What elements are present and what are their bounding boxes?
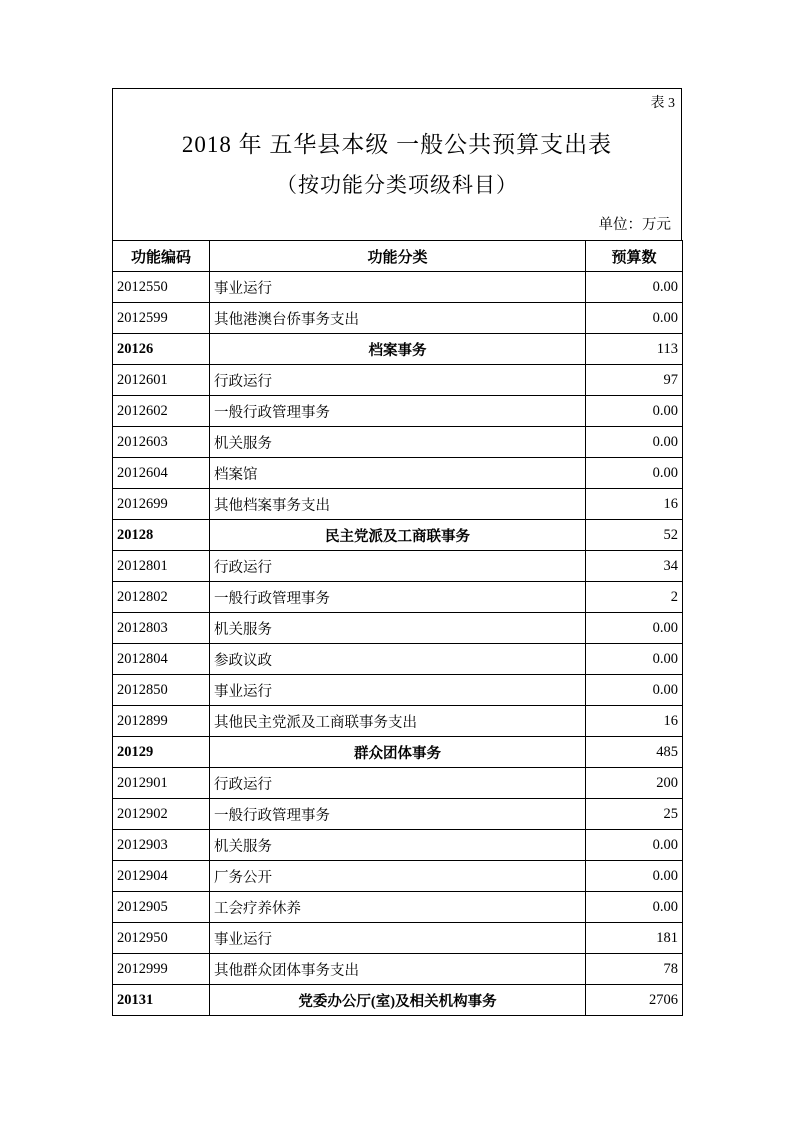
cell-function-code: 2012602	[113, 396, 210, 427]
cell-function-code: 2012599	[113, 303, 210, 334]
table-row	[113, 675, 683, 706]
cell-function-code: 2012803	[113, 613, 210, 644]
table-row	[113, 830, 683, 861]
cell-function-code: 2012904	[113, 861, 210, 892]
cell-function-category: 事业运行	[210, 923, 586, 954]
column-header-code: 功能编码	[113, 241, 210, 272]
cell-function-category: 其他档案事务支出	[210, 489, 586, 520]
table-row	[113, 799, 683, 830]
cell-function-code: 2012901	[113, 768, 210, 799]
cell-function-category: 事业运行	[210, 675, 586, 706]
table-row	[113, 365, 683, 396]
cell-budget-amount: 52	[586, 520, 683, 551]
cell-budget-amount: 485	[586, 737, 683, 768]
cell-function-code: 2012902	[113, 799, 210, 830]
cell-function-code: 20131	[113, 985, 210, 1016]
cell-budget-amount: 0.00	[586, 675, 683, 706]
sheet-title-block	[112, 118, 682, 209]
cell-function-code: 2012804	[113, 644, 210, 675]
cell-function-code: 2012550	[113, 272, 210, 303]
cell-function-code: 2012801	[113, 551, 210, 582]
cell-budget-amount: 0.00	[586, 892, 683, 923]
page-title: 2018 年 五华县本级 一般公共预算支出表	[181, 132, 613, 157]
table-row	[113, 892, 683, 923]
table-row	[113, 861, 683, 892]
table-row	[113, 427, 683, 458]
table-row	[113, 303, 683, 334]
cell-function-code: 2012603	[113, 427, 210, 458]
cell-budget-amount: 0.00	[586, 830, 683, 861]
cell-budget-amount: 0.00	[586, 861, 683, 892]
cell-function-category: 机关服务	[210, 830, 586, 861]
table-row	[113, 737, 683, 768]
table-row	[113, 551, 683, 582]
cell-budget-amount: 97	[586, 365, 683, 396]
cell-function-category: 档案事务	[210, 334, 586, 365]
cell-function-category: 其他港澳台侨事务支出	[210, 303, 586, 334]
cell-function-category: 其他群众团体事务支出	[210, 954, 586, 985]
cell-function-category: 机关服务	[210, 427, 586, 458]
cell-function-category: 厂务公开	[210, 861, 586, 892]
cell-function-category: 民主党派及工商联事务	[210, 520, 586, 551]
cell-budget-amount: 113	[586, 334, 683, 365]
cell-function-code: 20126	[113, 334, 210, 365]
table-row	[113, 489, 683, 520]
table-row	[113, 768, 683, 799]
cell-function-category: 机关服务	[210, 613, 586, 644]
cell-function-category: 一般行政管理事务	[210, 396, 586, 427]
column-header-amount: 预算数	[586, 241, 683, 272]
cell-budget-amount: 181	[586, 923, 683, 954]
cell-budget-amount: 25	[586, 799, 683, 830]
cell-budget-amount: 0.00	[586, 427, 683, 458]
cell-function-category: 行政运行	[210, 768, 586, 799]
table-row	[113, 520, 683, 551]
cell-budget-amount: 16	[586, 489, 683, 520]
cell-function-category: 行政运行	[210, 551, 586, 582]
cell-function-code: 2012850	[113, 675, 210, 706]
cell-budget-amount: 0.00	[586, 613, 683, 644]
cell-budget-amount: 0.00	[586, 396, 683, 427]
cell-function-category: 行政运行	[210, 365, 586, 396]
cell-function-category: 参政议政	[210, 644, 586, 675]
table-row	[113, 706, 683, 737]
cell-function-code: 20128	[113, 520, 210, 551]
cell-budget-amount: 200	[586, 768, 683, 799]
cell-budget-amount: 78	[586, 954, 683, 985]
table-body	[113, 272, 683, 1016]
table-row	[113, 954, 683, 985]
cell-budget-amount: 34	[586, 551, 683, 582]
cell-function-category: 工会疗养休养	[210, 892, 586, 923]
table-row	[113, 582, 683, 613]
budget-sheet	[112, 88, 682, 1016]
cell-function-category: 事业运行	[210, 272, 586, 303]
cell-budget-amount: 0.00	[586, 458, 683, 489]
cell-function-code: 20129	[113, 737, 210, 768]
table-row	[113, 985, 683, 1016]
cell-function-code: 2012999	[113, 954, 210, 985]
cell-budget-amount: 0.00	[586, 644, 683, 675]
table-row	[113, 644, 683, 675]
cell-function-code: 2012903	[113, 830, 210, 861]
table-row	[113, 923, 683, 954]
table-row	[113, 396, 683, 427]
cell-function-code: 2012899	[113, 706, 210, 737]
cell-function-category: 其他民主党派及工商联事务支出	[210, 706, 586, 737]
cell-function-code: 2012802	[113, 582, 210, 613]
cell-function-category: 档案馆	[210, 458, 586, 489]
cell-budget-amount: 16	[586, 706, 683, 737]
cell-function-category: 党委办公厅(室)及相关机构事务	[210, 985, 586, 1016]
cell-function-code: 2012905	[113, 892, 210, 923]
cell-budget-amount: 0.00	[586, 303, 683, 334]
cell-function-code: 2012601	[113, 365, 210, 396]
cell-function-category: 一般行政管理事务	[210, 582, 586, 613]
cell-budget-amount: 2706	[586, 985, 683, 1016]
table-row	[113, 613, 683, 644]
cell-function-code: 2012950	[113, 923, 210, 954]
cell-function-code: 2012699	[113, 489, 210, 520]
cell-function-category: 一般行政管理事务	[210, 799, 586, 830]
budget-table	[112, 240, 683, 1016]
cell-budget-amount: 0.00	[586, 272, 683, 303]
table-header-row	[113, 241, 683, 272]
sheet-corner-label: 表 3	[112, 88, 682, 118]
cell-function-code: 2012604	[113, 458, 210, 489]
table-row	[113, 334, 683, 365]
unit-note: 单位：万元	[112, 209, 682, 240]
table-row	[113, 458, 683, 489]
table-row	[113, 272, 683, 303]
page-subtitle: （按功能分类项级科目）	[276, 173, 518, 197]
cell-budget-amount: 2	[586, 582, 683, 613]
cell-function-category: 群众团体事务	[210, 737, 586, 768]
column-header-category: 功能分类	[210, 241, 586, 272]
